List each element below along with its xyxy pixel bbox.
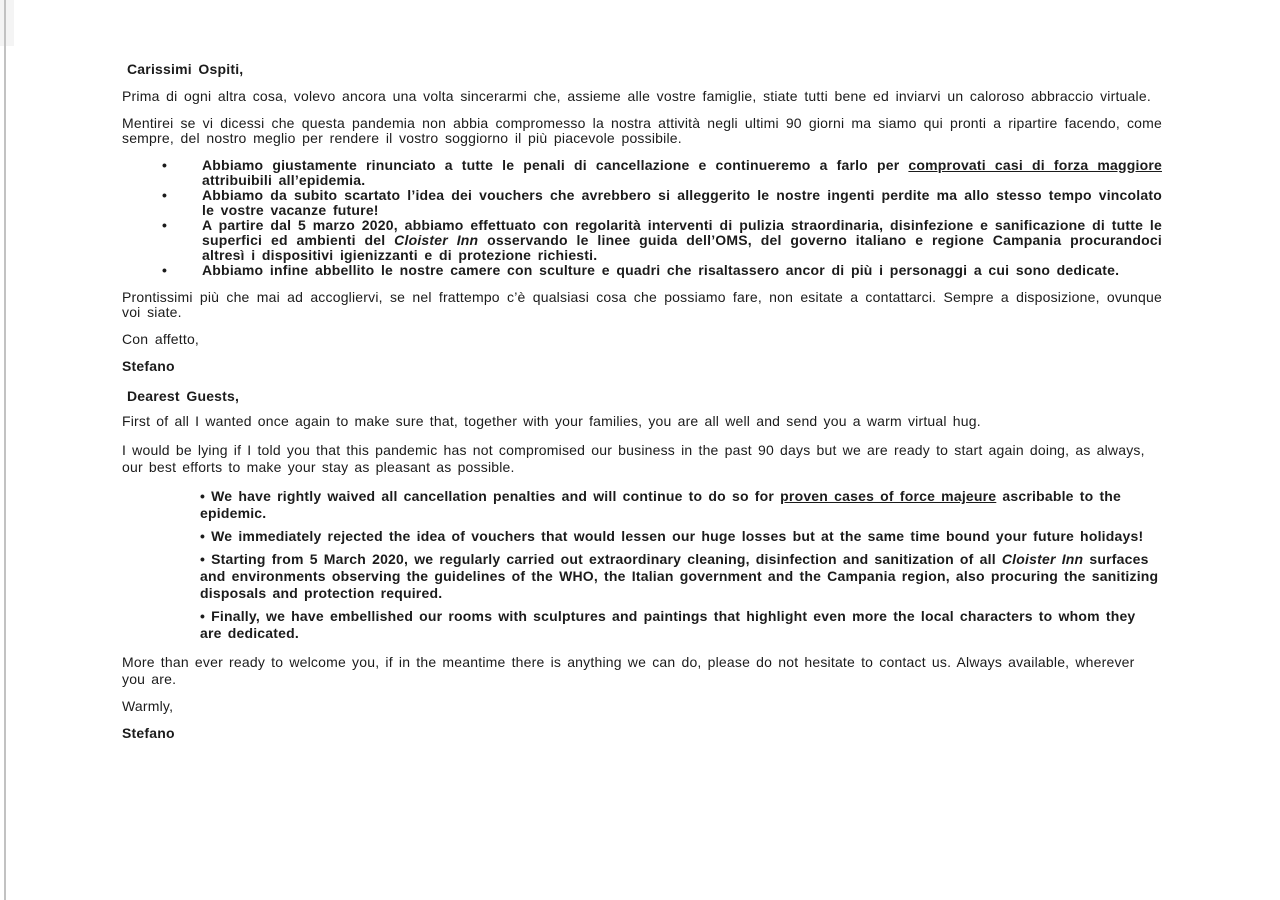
it-bullet-1-underlined: comprovati casi di forza maggiore	[908, 157, 1162, 173]
en-bullet-2	[200, 528, 1162, 545]
page-edge-line	[4, 0, 6, 900]
it-bullet-1-pre: Abbiamo giustamente rinunciato a tutte le penali di cancellazione e continueremo a farlo per	[202, 157, 909, 173]
it-bullet-3-post: osservando le linee guida dell’OMS, del governo italiano e regione Campania procurandoci altresì i dispositivi igienizzanti e di protezione richiesti.	[202, 232, 1162, 263]
it-bullet-3-italic: Cloister Inn	[394, 232, 479, 248]
it-bullet-2-text: Abbiamo da subito scartato l’idea dei vouchers che avrebbero si alleggerito le nostre ingenti perdite ma allo stesso tempo vincolato le vostre vacanze future!	[202, 187, 1162, 218]
it-bullet-1-text	[202, 158, 1162, 188]
it-paragraph-1: Prima di ogni altra cosa, volevo ancora una volta sincerarmi che, assieme alle vostre famiglie, stiate tutti bene ed inviarvi un caloroso abbraccio virtuale.	[122, 88, 1151, 104]
it-salutation: Carissimi Ospiti,	[127, 61, 244, 77]
it-bullet-3	[122, 218, 1162, 263]
en-bullet-3-italic: Cloister Inn	[1001, 551, 1084, 567]
it-valediction: Con affetto,	[122, 331, 200, 347]
en-bullet-1-pre: We have rightly waived all cancellation penalties and will continue to do so for	[211, 488, 781, 504]
it-bullet-3-text	[202, 218, 1162, 263]
it-bullet-2	[122, 188, 1162, 218]
en-bullet-1-underlined: proven cases of force majeure	[780, 488, 997, 504]
it-bullet-1	[122, 158, 1162, 188]
en-salutation: Dearest Guests,	[127, 388, 240, 404]
en-paragraph-1: First of all I wanted once again to make sure that, together with your families, you are all well and send you a warm virtual hug.	[122, 413, 981, 429]
bullet-marker-icon: •	[162, 187, 168, 203]
scan-corner-artifact	[0, 0, 14, 46]
en-bullet-2-text: We immediately rejected the idea of vouchers that would lessen our huge losses but at the same time bound your future holidays!	[211, 528, 1144, 544]
letter-body	[122, 62, 1162, 742]
it-signature: Stefano	[122, 358, 175, 374]
en-bullet-4	[200, 608, 1162, 642]
bullet-marker-icon: •	[162, 157, 168, 173]
en-valediction: Warmly,	[122, 698, 174, 714]
en-bullet-1	[200, 488, 1162, 522]
it-bullet-4-text: Abbiamo infine abbellito le nostre camere con sculture e quadri che risaltassero ancor di più i personaggi a cui sono dedicate.	[202, 262, 1120, 278]
bullet-marker-icon: •	[162, 217, 168, 233]
en-bullet-3-post: surfaces and environments observing the guidelines of the WHO, the Italian government and the Campania region, also procuring the sanitizing disposals and protection required.	[200, 551, 1159, 601]
it-bullet-3-pre: A partire dal 5 marzo 2020, abbiamo effettuato con regolarità interventi di pulizia straordinaria, disinfezione e sanificazione di tutte le superfici ed ambienti del	[202, 217, 1162, 248]
en-bullet-3-pre: Starting from 5 March 2020, we regularly carried out extraordinary cleaning, disinfection and sanitization of all	[211, 551, 1002, 567]
en-paragraph-2: I would be lying if I told you that this pandemic has not compromised our business in the past 90 days but we are ready to start again doing, as always, our best efforts to make your stay as pleasant as possible.	[122, 442, 1145, 475]
it-bullet-1-post: attribuibili all’epidemia.	[202, 172, 366, 188]
en-closing-paragraph: More than ever ready to welcome you, if in the meantime there is anything we can do, please do not hesitate to contact us. Always available, wherever you are.	[122, 654, 1135, 687]
bullet-marker-icon: •	[200, 551, 206, 567]
bullet-marker-icon: •	[200, 488, 206, 504]
en-bullet-3	[200, 551, 1162, 602]
bullet-marker-icon: •	[200, 608, 206, 624]
it-paragraph-2: Mentirei se vi dicessi che questa pandemia non abbia compromesso la nostra attività negli ultimi 90 giorni ma siamo qui pronti a ripartire facendo, come sempre, del nostro meglio per rendere il vostro soggiorno il più piacevole possibile.	[122, 115, 1162, 146]
en-bullet-4-text: Finally, we have embellished our rooms with sculptures and paintings that highlight even more the local characters to whom they are dedicated.	[200, 608, 1136, 641]
it-closing-paragraph: Prontissimi più che mai ad accogliervi, se nel frattempo c’è qualsiasi cosa che possiamo fare, non esitate a contattarci. Sempre a disposizione, ovunque voi siate.	[122, 289, 1162, 320]
en-signature: Stefano	[122, 725, 175, 741]
bullet-marker-icon: •	[162, 262, 168, 278]
it-bullet-4	[122, 263, 1162, 278]
bullet-marker-icon: •	[200, 528, 206, 544]
en-bullet-1-post: ascribable to the epidemic.	[200, 488, 1122, 521]
it-bullet-list	[122, 158, 1162, 278]
